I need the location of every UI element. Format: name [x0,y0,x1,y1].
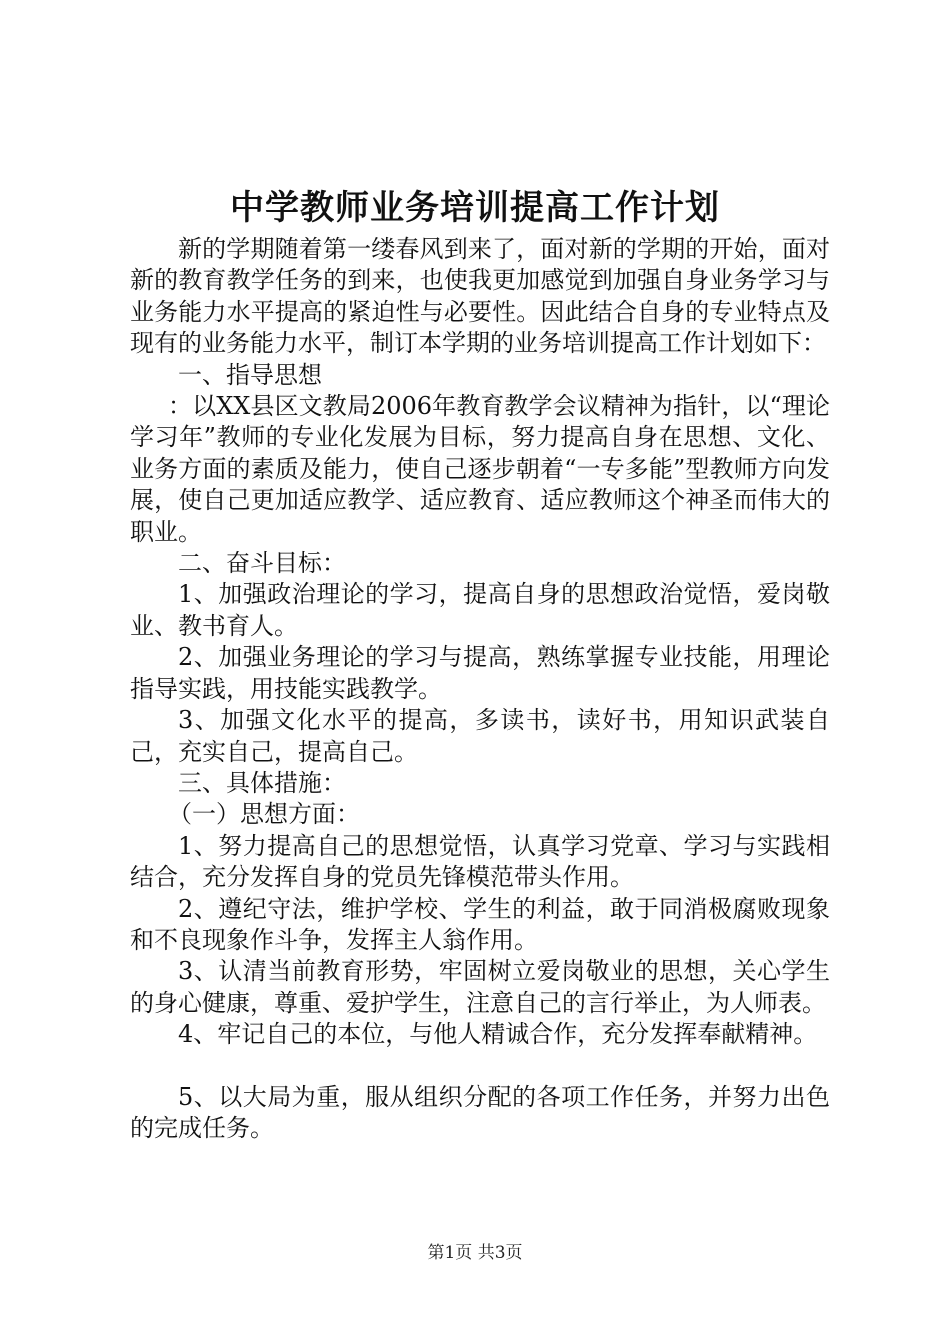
measure-item-5: 5、以大局为重，服从组织分配的各项工作任务，并努力出色的完成任务。 [130,1082,830,1143]
section-heading-goals: 二、奋斗目标： [178,549,346,578]
page-number-footer: 第1页 共3页 [427,1243,523,1263]
measure-item-4: 4、牢记自己的本位，与他人精诚合作，充分发挥奉献精神。 [178,1020,818,1049]
subsection-heading-thought: （一）思想方面： [168,800,360,829]
section-heading-measures: 三、具体措施： [178,768,346,797]
guiding-thought-paragraph: ：以XX县区文教局2006年教育教学会议精神为指针，以“理论学习年”教师的专业化发展为目标，努力提高自身在思想、文化、业务方面的素质及能力，使自己逐步朝着“一专多能”型教师方向发展，使自己更加适应教学、适应教育、适应教师这个神圣而伟大的职业。 [130,392,830,546]
goal-item-3: 3、加强文化水平的提高，多读书，读好书，用知识武装自己，充实自己，提高自己。 [130,706,830,766]
document-body [130,234,830,1145]
paragraph-spacer [130,1051,830,1082]
measure-item-3: 3、认清当前教育形势，牢固树立爱岗敬业的思想，关心学生的身心健康，尊重、爱护学生，注意自己的言行举止，为人师表。 [130,957,830,1017]
measure-item-2: 2、遵纪守法，维护学校、学生的利益，敢于同消极腐败现象和不良现象作斗争，发挥主人翁作用。 [130,894,830,954]
intro-paragraph: 新的学期随着第一缕春风到来了，面对新的学期的开始，面对新的教育教学任务的到来，也使我更加感觉到加强自身业务学习与业务能力水平提高的紧迫性与必要性。因此结合自身的专业特点及现有的业务能力水平，制订本学期的业务培训提高工作计划如下： [130,235,830,358]
document-title: 中学教师业务培训提高工作计划 [230,188,720,228]
goal-item-1: 1、加强政治理论的学习，提高自身的思想政治觉悟，爱岗敬业、教书育人。 [130,580,830,640]
goal-item-2: 2、加强业务理论的学习与提高，熟练掌握专业技能，用理论指导实践，用技能实践教学。 [130,643,830,703]
measure-item-1: 1、努力提高自己的思想觉悟，认真学习党章、学习与实践相结合，充分发挥自身的党员先锋模范带头作用。 [130,831,830,892]
section-heading-guiding-thought: 一、指导思想 [178,360,322,389]
